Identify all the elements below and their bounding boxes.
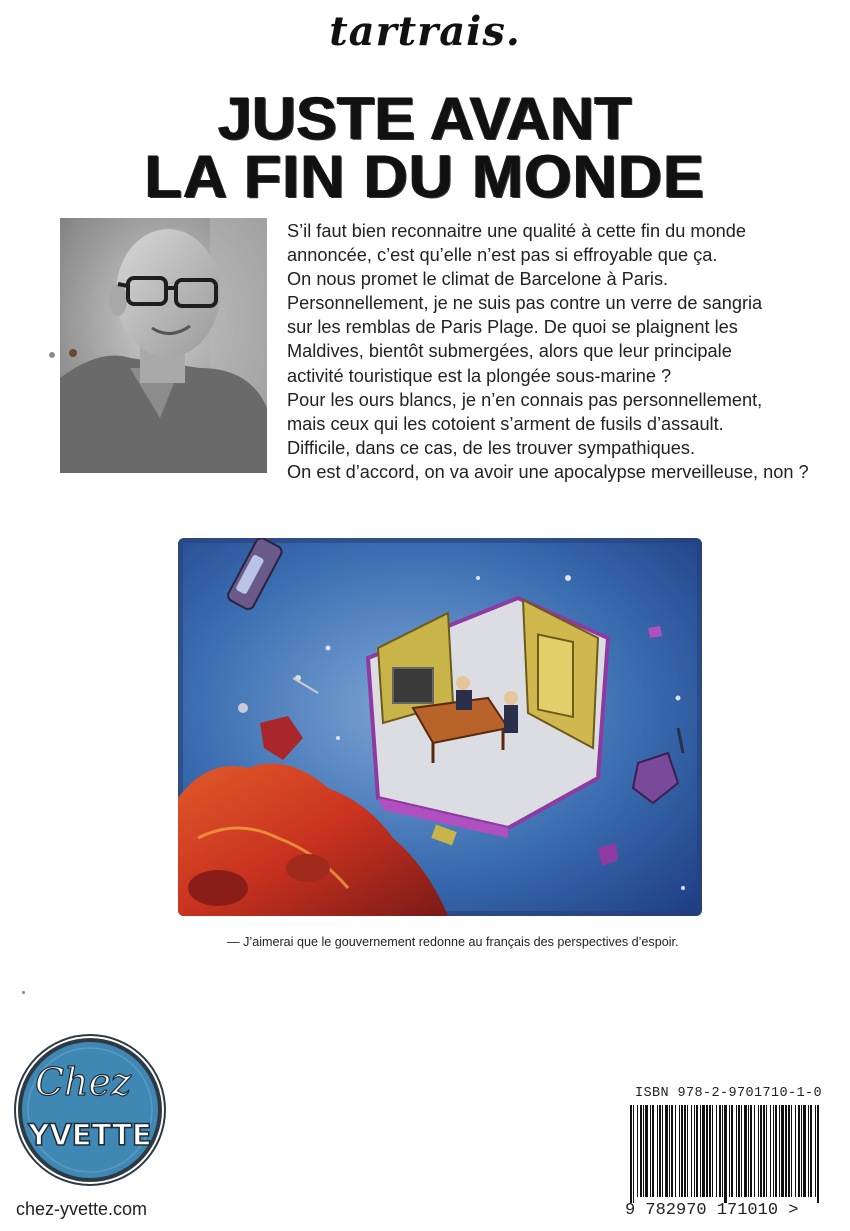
publisher-logo-badge bbox=[13, 1033, 167, 1187]
barcode-bar bbox=[643, 1105, 644, 1197]
barcode-bar bbox=[773, 1105, 774, 1197]
book-title-line-1: JUSTE AVANT bbox=[218, 85, 632, 152]
book-title-line-2: LA FIN DU MONDE bbox=[144, 143, 706, 210]
blurb-line: mais ceux qui les cotoient s’arment de fusils d’assault. bbox=[287, 413, 724, 434]
barcode-bar bbox=[679, 1105, 680, 1197]
barcode-bar bbox=[798, 1105, 800, 1197]
barcode-bar bbox=[736, 1105, 737, 1197]
author-portrait-drawing bbox=[60, 218, 267, 473]
barcode-bar bbox=[795, 1105, 796, 1197]
author-signature: tartrais. bbox=[329, 8, 521, 55]
barcode-bar bbox=[709, 1105, 711, 1197]
blurb-line: Maldives, bientôt submergées, alors que leur principale bbox=[287, 341, 732, 362]
barcode-bar bbox=[748, 1105, 749, 1197]
blurb-line: annoncée, c’est qu’elle n’est pas si effroyable que ça. bbox=[287, 245, 718, 266]
blurb-line: sur les remblas de Paris Plage. De quoi se plaignent les bbox=[287, 317, 738, 338]
barcode-bar bbox=[716, 1105, 717, 1197]
blurb-line: activité touristique est la plongée sous-marine ? bbox=[287, 365, 672, 386]
barcode-bar bbox=[687, 1105, 688, 1197]
blurb-line: Pour les ours blancs, je n’en connais pas personnellement, bbox=[287, 389, 763, 410]
barcode-bar bbox=[731, 1105, 733, 1197]
barcode-bar bbox=[791, 1105, 792, 1197]
barcode-bar bbox=[775, 1105, 777, 1197]
barcode-bar bbox=[785, 1105, 787, 1197]
barcode-bars bbox=[628, 1105, 824, 1203]
barcode-bar bbox=[630, 1105, 632, 1203]
barcode-bar bbox=[640, 1105, 642, 1197]
barcode-bar bbox=[738, 1105, 740, 1197]
barcode-bar bbox=[657, 1105, 658, 1197]
barcode-bar bbox=[696, 1105, 698, 1197]
blurb-line: Difficile, dans ce cas, de les trouver sympathiques. bbox=[287, 437, 696, 458]
barcode-bar bbox=[722, 1105, 723, 1197]
barcode-bar bbox=[637, 1105, 638, 1197]
dust-speck bbox=[49, 352, 55, 358]
floating-office-scene bbox=[178, 538, 702, 916]
barcode-bar bbox=[810, 1105, 812, 1197]
barcode-bar bbox=[675, 1105, 676, 1197]
barcode-bar bbox=[803, 1105, 806, 1197]
comic-illustration bbox=[178, 538, 702, 916]
barcode-digits: 9 782970 171010 > bbox=[625, 1201, 799, 1220]
back-cover-blurb bbox=[287, 219, 827, 484]
logo-text-yvette: YVETTE bbox=[28, 1118, 152, 1152]
barcode-bar bbox=[760, 1105, 762, 1197]
barcode-bar bbox=[694, 1105, 695, 1197]
barcode-bar bbox=[659, 1105, 661, 1197]
dust-speck bbox=[22, 991, 25, 994]
illustration-caption: — J’aimerai que le gouvernement redonne au français des perspectives d’espoir. bbox=[227, 935, 679, 949]
barcode-bar bbox=[700, 1105, 701, 1197]
barcode-bar bbox=[763, 1105, 765, 1197]
barcode-bar bbox=[788, 1105, 790, 1197]
barcode-bar bbox=[665, 1105, 668, 1197]
blurb-line: S’il faut bien reconnaitre une qualité à cette fin du monde bbox=[287, 221, 747, 241]
barcode-bar bbox=[741, 1105, 742, 1197]
barcode-bar bbox=[650, 1105, 651, 1197]
barcode-bar bbox=[770, 1105, 771, 1197]
barcode-bar bbox=[633, 1105, 634, 1203]
barcode-bar bbox=[669, 1105, 670, 1197]
blurb-line: Personnellement, je ne suis pas contre un verre de sangria bbox=[287, 293, 763, 314]
barcode-bar bbox=[645, 1105, 648, 1197]
barcode-bar bbox=[681, 1105, 683, 1197]
isbn-number: ISBN 978-2-9701710-1-0 bbox=[635, 1086, 823, 1101]
barcode-bar bbox=[808, 1105, 809, 1197]
barcode-bar bbox=[754, 1105, 755, 1197]
barcode-bar bbox=[744, 1105, 747, 1197]
barcode-bar bbox=[729, 1105, 730, 1197]
barcode-bar bbox=[671, 1105, 673, 1197]
barcode-bar bbox=[750, 1105, 752, 1197]
barcode-bar bbox=[684, 1105, 686, 1197]
barcode-bar bbox=[781, 1105, 784, 1197]
barcode-bar bbox=[662, 1105, 663, 1197]
barcode-bar bbox=[801, 1105, 802, 1197]
author-portrait bbox=[60, 218, 267, 473]
barcode-bar bbox=[652, 1105, 654, 1197]
blurb-line: On est d’accord, on va avoir une apocalypse merveilleuse, non ? bbox=[287, 461, 809, 482]
barcode-bar bbox=[779, 1105, 780, 1197]
blurb-line: On nous promet le climat de Barcelone à Paris. bbox=[287, 269, 669, 290]
barcode-bar bbox=[706, 1105, 708, 1197]
logo-text-chez: Chez bbox=[34, 1060, 132, 1104]
publisher-logo bbox=[13, 1033, 167, 1187]
publisher-website: chez-yvette.com bbox=[16, 1199, 148, 1219]
barcode-bar bbox=[766, 1105, 767, 1197]
barcode-bar bbox=[817, 1105, 819, 1203]
barcode-bar bbox=[702, 1105, 705, 1197]
barcode-bar bbox=[815, 1105, 816, 1197]
barcode-bar bbox=[712, 1105, 713, 1197]
barcode-bar bbox=[691, 1105, 692, 1197]
barcode-bar bbox=[724, 1105, 727, 1203]
barcode-bar bbox=[719, 1105, 721, 1197]
barcode-bar bbox=[758, 1105, 759, 1197]
